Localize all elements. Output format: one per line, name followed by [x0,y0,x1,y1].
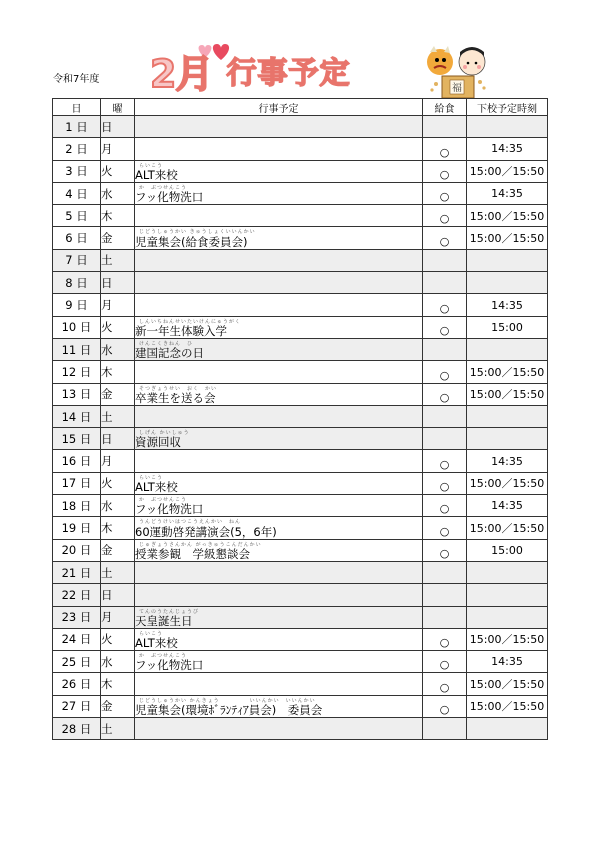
event-cell [135,517,423,539]
dismissal-cell [467,272,548,294]
lunch-cell [423,249,467,271]
event-cell [135,138,423,160]
weekday-cell: 日 [101,428,135,450]
day-cell: 17 日 [53,472,101,494]
table-row [53,517,548,539]
event-cell [135,673,423,695]
dismissal-cell: 15:00／15:50 [467,205,548,227]
table-row [53,472,548,494]
lunch-cell: ○ [423,182,467,204]
lunch-cell: ○ [423,495,467,517]
event-cell [135,695,423,717]
weekday-cell: 月 [101,138,135,160]
event-text: 建国記念の日 [135,346,204,361]
event-text: 新一年生体験入学 [135,323,227,338]
lunch-cell: ○ [423,361,467,383]
table-row [53,361,548,383]
weekday-cell: 月 [101,606,135,628]
event-cell [135,718,423,740]
day-cell: 28 日 [53,718,101,740]
table-row [53,383,548,405]
weekday-cell: 木 [101,205,135,227]
lunch-cell [423,338,467,360]
lunch-cell: ○ [423,695,467,717]
table-row [53,628,548,650]
table-row [53,584,548,606]
day-cell: 23 日 [53,606,101,628]
dismissal-cell [467,606,548,628]
lunch-cell: ○ [423,294,467,316]
table-row [53,651,548,673]
dismissal-cell: 14:35 [467,138,548,160]
weekday-cell: 日 [101,116,135,138]
event-furigana: か ぶつせんこう [139,653,188,660]
table-row [53,138,548,160]
dismissal-cell: 14:35 [467,651,548,673]
header-day: 日 [53,99,101,116]
event-cell [135,428,423,450]
day-cell: 8 日 [53,272,101,294]
table-row [53,294,548,316]
dismissal-cell: 15:00／15:50 [467,383,548,405]
weekday-cell: 日 [101,584,135,606]
event-cell [135,160,423,182]
school-year-label: 令和7年度 [53,74,100,85]
day-cell: 22 日 [53,584,101,606]
dismissal-cell [467,338,548,360]
schedule-table [52,98,548,740]
weekday-cell: 金 [101,695,135,717]
event-furigana: そつぎょうせい おく かい [139,385,218,392]
table-row [53,205,548,227]
event-text: 卒業生を送る会 [135,390,216,405]
dismissal-cell [467,116,548,138]
event-cell [135,628,423,650]
event-furigana: しんいちねんせいたいけんにゅうがく [139,318,241,325]
dismissal-cell [467,561,548,583]
lunch-cell: ○ [423,160,467,182]
weekday-cell: 火 [101,160,135,182]
day-cell: 3 日 [53,160,101,182]
day-cell: 12 日 [53,361,101,383]
lunch-cell [423,272,467,294]
dismissal-cell: 15:00 [467,316,548,338]
event-furigana: けんこくきねん ひ [139,340,194,347]
lunch-cell: ○ [423,673,467,695]
table-row [53,428,548,450]
event-text: 児童集会(環境ﾎﾞﾗﾝﾃｨｱ員会) 委員会 [135,703,323,718]
weekday-cell: 土 [101,718,135,740]
dismissal-cell: 15:00／15:50 [467,472,548,494]
header-lunch: 給食 [423,99,467,116]
event-text: 60運動啓発講演会(5，6年) [135,524,277,539]
day-cell: 15 日 [53,428,101,450]
day-cell: 26 日 [53,673,101,695]
day-cell: 13 日 [53,383,101,405]
weekday-cell: 木 [101,673,135,695]
event-text: フッ化物洗口 [135,190,204,205]
day-cell: 14 日 [53,405,101,427]
table-row [53,227,548,249]
table-header-row [53,99,548,116]
event-text: 天皇誕生日 [135,613,193,628]
event-cell [135,249,423,271]
event-text: ALT来校 [135,480,178,495]
dismissal-cell: 15:00／15:50 [467,227,548,249]
setsubun-mascot-icon [420,40,492,102]
day-cell: 18 日 [53,495,101,517]
event-furigana: うんどうけいはつこうえんかい ねん [139,519,242,526]
day-cell: 27 日 [53,695,101,717]
event-furigana: しげん かいしゅう [139,430,190,437]
event-furigana: じゅぎょうさんかん がっきゅうこんだんかい [139,541,262,548]
dismissal-cell: 15:00／15:50 [467,628,548,650]
table-row [53,718,548,740]
day-cell: 2 日 [53,138,101,160]
table-row [53,249,548,271]
mascot-fuku-text: 福 [452,83,462,94]
event-furigana: か ぶつせんこう [139,184,188,191]
page-title [150,46,350,96]
weekday-cell: 金 [101,227,135,249]
day-cell: 25 日 [53,651,101,673]
event-cell [135,383,423,405]
weekday-cell: 木 [101,361,135,383]
weekday-cell: 金 [101,383,135,405]
event-furigana: らいこう [139,162,164,169]
header-weekday: 曜 [101,99,135,116]
event-cell [135,539,423,561]
weekday-cell: 金 [101,539,135,561]
day-cell: 24 日 [53,628,101,650]
event-cell [135,116,423,138]
event-furigana: か ぶつせんこう [139,497,188,504]
table-row [53,160,548,182]
lunch-cell [423,606,467,628]
weekday-cell: 火 [101,316,135,338]
dismissal-cell [467,718,548,740]
event-cell [135,272,423,294]
lunch-cell: ○ [423,383,467,405]
lunch-cell [423,405,467,427]
schedule-title: 行事予定 [226,56,351,91]
weekday-cell: 月 [101,450,135,472]
day-cell: 20 日 [53,539,101,561]
day-cell: 6 日 [53,227,101,249]
dismissal-cell: 15:00 [467,539,548,561]
dismissal-cell: 14:35 [467,182,548,204]
lunch-cell: ○ [423,316,467,338]
weekday-cell: 火 [101,628,135,650]
table-row [53,338,548,360]
event-cell [135,182,423,204]
event-text: 資源回収 [135,435,181,450]
event-furigana: てんのうたんじょうび [139,608,200,615]
day-cell: 5 日 [53,205,101,227]
event-cell [135,495,423,517]
day-cell: 10 日 [53,316,101,338]
event-furigana: らいこう [139,630,164,637]
event-cell [135,361,423,383]
event-cell [135,450,423,472]
table-row [53,673,548,695]
day-cell: 1 日 [53,116,101,138]
header-event: 行事予定 [135,99,423,116]
dismissal-cell [467,405,548,427]
dismissal-cell: 15:00／15:50 [467,673,548,695]
lunch-cell: ○ [423,517,467,539]
weekday-cell: 水 [101,338,135,360]
lunch-cell [423,584,467,606]
month-title: 2月 [150,52,213,96]
dismissal-cell: 15:00／15:50 [467,361,548,383]
lunch-cell [423,116,467,138]
event-cell [135,227,423,249]
lunch-cell: ○ [423,138,467,160]
table-row [53,561,548,583]
day-cell: 19 日 [53,517,101,539]
weekday-cell: 水 [101,651,135,673]
table-row [53,606,548,628]
event-text: ALT来校 [135,636,178,651]
weekday-cell: 土 [101,249,135,271]
day-cell: 21 日 [53,561,101,583]
weekday-cell: 水 [101,495,135,517]
table-row [53,495,548,517]
table-row [53,116,548,138]
table-row [53,450,548,472]
weekday-cell: 土 [101,561,135,583]
event-text: ALT来校 [135,167,178,182]
day-cell: 11 日 [53,338,101,360]
lunch-cell: ○ [423,227,467,249]
event-cell [135,405,423,427]
event-furigana: らいこう [139,474,164,481]
lunch-cell: ○ [423,628,467,650]
event-furigana: じどうしゅうかい きゅうしょくいいんかい [139,229,256,236]
lunch-cell [423,718,467,740]
weekday-cell: 火 [101,472,135,494]
weekday-cell: 日 [101,272,135,294]
event-cell [135,561,423,583]
dismissal-cell [467,249,548,271]
event-text: 児童集会(給食委員会) [135,234,248,249]
day-cell: 7 日 [53,249,101,271]
event-text: フッ化物洗口 [135,658,204,673]
event-cell [135,205,423,227]
day-cell: 4 日 [53,182,101,204]
lunch-cell: ○ [423,450,467,472]
table-row [53,695,548,717]
table-row [53,272,548,294]
lunch-cell: ○ [423,205,467,227]
dismissal-cell [467,428,548,450]
lunch-cell: ○ [423,651,467,673]
event-furigana: じどうしゅうかい かんきょう いいんかい いいんかい [139,697,316,704]
event-cell [135,651,423,673]
dismissal-cell: 14:35 [467,495,548,517]
event-cell [135,338,423,360]
weekday-cell: 水 [101,182,135,204]
dismissal-cell: 14:35 [467,450,548,472]
event-text: フッ化物洗口 [135,502,204,517]
lunch-cell: ○ [423,539,467,561]
event-text: 授業参観 学級懇談会 [135,546,250,561]
event-cell [135,584,423,606]
lunch-cell [423,561,467,583]
day-cell: 16 日 [53,450,101,472]
event-cell [135,606,423,628]
lunch-cell: ○ [423,472,467,494]
header-dismissal: 下校予定時刻 [467,99,548,116]
weekday-cell: 月 [101,294,135,316]
event-cell [135,472,423,494]
day-cell: 9 日 [53,294,101,316]
table-row [53,316,548,338]
table-row [53,182,548,204]
dismissal-cell: 15:00／15:50 [467,160,548,182]
dismissal-cell: 15:00／15:50 [467,695,548,717]
dismissal-cell: 15:00／15:50 [467,517,548,539]
dismissal-cell: 14:35 [467,294,548,316]
table-row [53,405,548,427]
table-row [53,539,548,561]
weekday-cell: 土 [101,405,135,427]
event-cell [135,316,423,338]
event-cell [135,294,423,316]
weekday-cell: 木 [101,517,135,539]
dismissal-cell [467,584,548,606]
lunch-cell [423,428,467,450]
